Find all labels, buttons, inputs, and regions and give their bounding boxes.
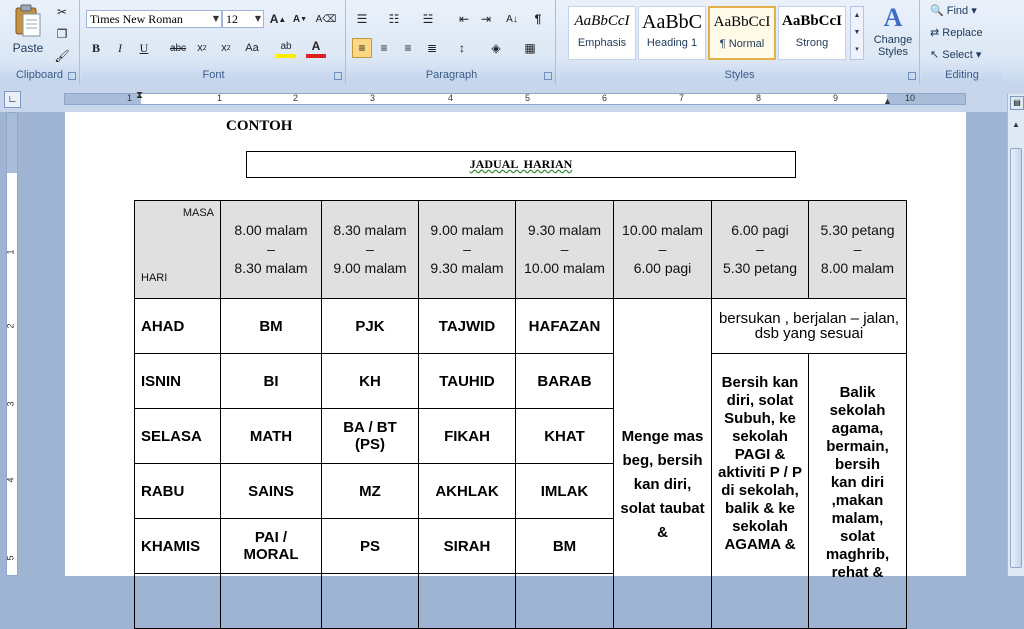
ruler-number: 2	[293, 93, 299, 103]
time-dash: –	[853, 241, 862, 257]
subject-cell	[221, 574, 322, 629]
day-cell: SELASA	[135, 409, 221, 464]
time-dash: –	[658, 241, 667, 257]
style-heading-1-sample: AaBbC	[642, 11, 702, 33]
time-dash: –	[366, 241, 374, 257]
align-left-icon[interactable]: ≡	[352, 38, 372, 58]
font-size-select[interactable]: 12 ▼	[222, 10, 264, 28]
clipboard-group	[0, 0, 80, 84]
time-end: 5.30 petang	[723, 260, 797, 276]
vertical-scrollbar[interactable]	[1007, 94, 1024, 576]
time-dash: –	[756, 241, 764, 257]
ruler-number: 5	[525, 93, 531, 103]
font-size-value: 12	[226, 12, 238, 26]
superscript-icon[interactable]: x 2	[221, 42, 231, 54]
justify-icon[interactable]: ≣	[426, 41, 438, 55]
subject-cell: BM	[221, 299, 322, 354]
time-start: 5.30 petang	[820, 222, 895, 238]
underline-icon[interactable]: U	[139, 40, 149, 55]
day-cell: ISNIN	[135, 354, 221, 409]
masa-label: MASA	[182, 207, 214, 219]
table-row	[135, 299, 907, 354]
subject-cell: KH	[322, 354, 419, 409]
format-painter-icon[interactable]: 🖌	[54, 49, 70, 63]
ruler-number: 4	[448, 93, 454, 103]
horizontal-ruler[interactable]	[64, 90, 966, 106]
change-styles-label: Change Styles	[873, 34, 913, 58]
editing-group	[922, 0, 1002, 84]
subject-cell: TAJWID	[419, 299, 516, 354]
ruler-number: 7	[679, 93, 685, 103]
change-case-icon[interactable]: Aa	[245, 42, 259, 54]
time-dash: –	[560, 241, 569, 257]
shading-icon[interactable]: ◈	[491, 41, 501, 55]
schedule-title-box	[246, 151, 796, 178]
ruler-number: 9	[833, 93, 839, 103]
document-page[interactable]	[65, 112, 966, 581]
day-cell: AHAD	[135, 299, 221, 354]
time-end: 9.00 malam	[333, 260, 407, 276]
strikethrough-icon[interactable]: abc	[169, 42, 187, 54]
paste-icon	[13, 4, 43, 38]
subject-cell: TAUHID	[419, 354, 516, 409]
style-emphasis-sample: AaBbCcI	[574, 13, 630, 29]
day-cell: KHAMIS	[135, 519, 221, 574]
schedule-table	[134, 200, 907, 629]
change-styles-button[interactable]	[868, 2, 918, 64]
grow-font-icon[interactable]: A ▲	[269, 12, 287, 26]
editing-label: Editing	[922, 68, 1002, 82]
time-header	[221, 201, 322, 299]
styles-scroll[interactable]: ▲ ▼ ▾	[850, 6, 864, 60]
night-block-cell	[614, 299, 712, 629]
time-start: 6.00 pagi	[731, 222, 789, 238]
subject-cell: BM	[516, 519, 614, 574]
subject-cell: BA / BT (PS)	[322, 409, 419, 464]
subject-cell: BI	[221, 354, 322, 409]
ruler-toggle-icon[interactable]: ▤	[1010, 96, 1024, 110]
find-icon: 🔍	[930, 5, 944, 17]
subject-cell: HAFAZAN	[516, 299, 614, 354]
select-icon: ↖	[930, 49, 940, 61]
copy-icon[interactable]: ❐	[56, 27, 68, 41]
subject-cell: MZ	[322, 464, 419, 519]
day-cell	[135, 574, 221, 629]
font-label: Font	[82, 68, 345, 82]
style-heading-1[interactable]	[638, 6, 706, 60]
corner-cell	[135, 201, 221, 299]
style-normal[interactable]	[708, 6, 776, 60]
replace-label: Replace	[942, 27, 983, 39]
highlight-icon[interactable]: ab	[276, 38, 296, 58]
evening-text: Balik sekolah agama, bermain, bersih kan diri ,makan malam, solat maghrib, rehat &	[825, 384, 890, 581]
show-formatting-icon[interactable]: ¶	[534, 12, 542, 26]
font-family-value: Times New Roman	[90, 12, 183, 26]
scroll-up-icon[interactable]: ▲	[1012, 120, 1020, 129]
ahad-activity-cell: bersukan , berjalan – jalan, dsb yang sesuai	[712, 299, 907, 354]
bullets-icon[interactable]: ☰	[356, 12, 368, 26]
subject-cell: BARAB	[516, 354, 614, 409]
vruler-number: 3	[5, 401, 16, 407]
clear-format-icon[interactable]: A⌫	[315, 13, 337, 25]
subscript-icon[interactable]: x 2	[197, 42, 207, 54]
font-launcher[interactable]	[334, 72, 342, 80]
time-header	[516, 201, 614, 299]
vertical-ruler[interactable]	[6, 112, 18, 576]
vruler-number: 2	[5, 323, 16, 329]
time-end: 9.30 malam	[430, 260, 504, 276]
school-day-text: Bersih kan diri, solat Subuh, ke sekolah PAGI & aktiviti P / P di sekolah, balik & ke sekolah AGAMA &	[718, 374, 802, 553]
replace-icon: ⇄	[930, 27, 940, 39]
find-label: Find	[946, 5, 969, 17]
ruler-number: 8	[756, 93, 762, 103]
time-header	[419, 201, 516, 299]
time-end: 6.00 pagi	[633, 260, 692, 276]
time-header	[712, 201, 809, 299]
style-normal-name: ¶ Normal	[719, 38, 765, 50]
clipboard-launcher[interactable]	[68, 72, 76, 80]
bold-icon[interactable]: B	[91, 40, 100, 55]
time-header	[614, 201, 712, 299]
subject-cell: KHAT	[516, 409, 614, 464]
vruler-number: 1	[5, 249, 16, 255]
paragraph-label: Paragraph	[348, 68, 555, 82]
change-styles-icon: A	[883, 3, 903, 32]
style-strong-sample: AaBbCcI	[781, 13, 842, 29]
subject-cell	[322, 574, 419, 629]
time-end: 8.30 malam	[234, 260, 308, 276]
time-start: 9.00 malam	[430, 222, 504, 238]
paragraph-launcher[interactable]	[544, 72, 552, 80]
ruler-number: 6	[602, 93, 608, 103]
style-normal-sample: AaBbCcI	[713, 14, 771, 30]
shrink-font-icon[interactable]: A ▼	[292, 13, 308, 25]
time-start: 10.00 malam	[622, 222, 703, 238]
time-start: 9.30 malam	[527, 222, 602, 238]
increase-indent-icon[interactable]: ⇥	[480, 12, 492, 26]
time-start: 8.30 malam	[333, 222, 407, 238]
indent-marker-icon[interactable]: ⧗	[136, 90, 144, 101]
paste-label: Paste	[12, 41, 44, 55]
time-header	[322, 201, 419, 299]
decrease-indent-icon[interactable]: ⇤	[458, 12, 470, 26]
font-family-select[interactable]: Times New Roman ▼	[86, 10, 222, 28]
italic-icon[interactable]: I	[118, 40, 122, 55]
ruler-number: 1	[127, 93, 133, 103]
subject-cell: PJK	[322, 299, 419, 354]
cut-icon[interactable]: ✂	[56, 5, 68, 19]
time-end: 8.00 malam	[820, 260, 895, 276]
borders-icon[interactable]: ▦	[524, 41, 536, 55]
paragraph-group	[348, 0, 556, 84]
subject-cell: MATH	[221, 409, 322, 464]
subject-cell: SAINS	[221, 464, 322, 519]
school-day-cell	[712, 354, 809, 629]
evening-cell	[809, 354, 907, 629]
clipboard-label: Clipboard	[0, 68, 79, 82]
ruler-number: 10	[905, 93, 916, 103]
styles-label: Styles	[560, 68, 919, 82]
table-header-row	[135, 201, 907, 299]
ruler-right-margin	[887, 94, 965, 104]
styles-group	[560, 0, 920, 84]
right-indent-marker-icon[interactable]: ▲	[883, 96, 892, 106]
style-emphasis-name: Emphasis	[577, 37, 627, 49]
schedule-title: JADUAL HARIAN	[469, 157, 573, 171]
ruler-number: 1	[217, 93, 223, 103]
styles-launcher[interactable]	[908, 72, 916, 80]
find-button[interactable]: 🔍 Find ▾	[930, 5, 977, 17]
day-cell: RABU	[135, 464, 221, 519]
select-label: Select	[942, 49, 973, 61]
tab-selector-icon[interactable]: ∟	[4, 91, 21, 108]
night-block-text: Menge mas beg, bersih kan diri, solat taubat &	[620, 428, 705, 541]
time-end: 10.00 malam	[524, 260, 605, 276]
hari-label: HARI	[141, 272, 168, 284]
subject-cell: IMLAK	[516, 464, 614, 519]
time-start: 8.00 malam	[234, 222, 308, 238]
scrollbar-thumb[interactable]	[1010, 148, 1022, 568]
paste-button[interactable]	[6, 2, 50, 56]
subject-cell	[516, 574, 614, 629]
ruler-number: 3	[370, 93, 376, 103]
time-dash: –	[267, 241, 275, 257]
numbering-icon[interactable]: ☷	[388, 12, 400, 26]
replace-button[interactable]	[930, 26, 983, 39]
style-strong-name: Strong	[795, 37, 829, 49]
subject-cell: PAI / MORAL	[221, 519, 322, 574]
subject-cell: FIKAH	[419, 409, 516, 464]
align-center-icon[interactable]: ≡	[380, 41, 388, 55]
subject-cell	[419, 574, 516, 629]
time-dash: –	[463, 241, 471, 257]
vruler-top-margin	[7, 113, 17, 173]
time-header	[809, 201, 907, 299]
font-color-icon[interactable]: A	[306, 38, 326, 58]
vruler-number: 4	[5, 477, 16, 483]
multilevel-list-icon[interactable]: ☱	[422, 12, 434, 26]
align-right-icon[interactable]: ≡	[404, 41, 412, 55]
subject-cell: AKHLAK	[419, 464, 516, 519]
select-button[interactable]: ↖ Select ▾	[930, 49, 982, 61]
style-heading-1-name: Heading 1	[646, 37, 698, 49]
vruler-number: 5	[5, 555, 16, 561]
sort-icon[interactable]: A↓	[506, 13, 518, 25]
font-group	[82, 0, 346, 84]
style-strong[interactable]	[778, 6, 846, 60]
line-spacing-icon[interactable]: ↕	[459, 41, 465, 55]
document-heading: CONTOH	[226, 118, 293, 134]
subject-cell: SIRAH	[419, 519, 516, 574]
subject-cell: PS	[322, 519, 419, 574]
ribbon	[0, 0, 1024, 85]
style-emphasis[interactable]	[568, 6, 636, 60]
table-row	[135, 354, 907, 409]
